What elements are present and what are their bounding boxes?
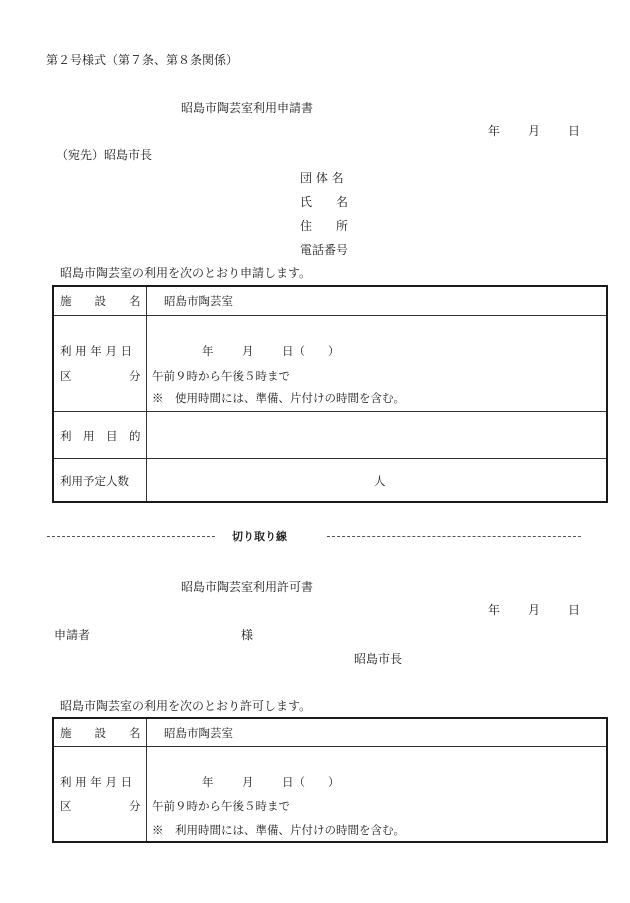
addressee: （宛先）昭島市長 — [56, 148, 153, 162]
use-date-label: 利 用 年 月 日 — [60, 344, 133, 358]
purpose-label: 利 用 目 的 — [60, 429, 141, 443]
permit-use-date-day: 日（ ） — [282, 775, 340, 789]
issuer: 昭島市長 — [354, 652, 403, 666]
permit-date-year: 年 — [488, 603, 501, 617]
cut-line-left — [47, 536, 215, 537]
permit-division-label: 区 分 — [60, 799, 141, 813]
permit-use-date-label: 利 用 年 月 日 — [60, 775, 133, 789]
application-table — [52, 285, 608, 503]
group-name-label: 団 体 名 — [300, 171, 344, 185]
application-date-month: 月 — [528, 124, 541, 138]
application-date-year: 年 — [488, 124, 501, 138]
permit-division-value: 午前９時から午後５時まで — [152, 799, 290, 813]
facility-value: 昭島市陶芸室 — [164, 294, 233, 308]
permit-title: 昭島市陶芸室利用許可書 — [181, 580, 314, 594]
use-date-month: 月 — [242, 344, 254, 358]
form-number: 第２号様式（第７条、第８条関係） — [46, 53, 239, 67]
permit-facility-value: 昭島市陶芸室 — [164, 726, 233, 740]
honorific: 様 — [241, 628, 254, 642]
permit-intro: 昭島市陶芸室の利用を次のとおり許可します。 — [60, 699, 312, 713]
cut-line-label: 切り取り線 — [232, 530, 287, 543]
expected-count-unit: 人 — [374, 474, 386, 488]
permit-time-note: ※ 利用時間には、準備、片付けの時間を含む。 — [152, 823, 405, 837]
permit-use-date-month: 月 — [242, 775, 254, 789]
permit-date-day: 日 — [568, 603, 581, 617]
permit-use-date-year: 年 — [202, 775, 214, 789]
address-label: 住 所 — [300, 219, 349, 233]
applicant-label: 申請者 — [54, 628, 91, 642]
use-date-year: 年 — [202, 344, 214, 358]
division-label: 区 分 — [60, 369, 141, 383]
use-date-day: 日（ ） — [282, 344, 340, 358]
permit-table — [52, 717, 608, 843]
phone-label: 電話番号 — [300, 243, 349, 257]
time-note: ※ 使用時間には、準備、片付けの時間を含む。 — [152, 391, 405, 405]
applicant-name-label: 氏 名 — [300, 195, 349, 209]
cut-line-right — [327, 536, 581, 537]
permit-date-month: 月 — [528, 603, 541, 617]
permit-facility-label: 施 設 名 — [60, 726, 141, 740]
application-intro: 昭島市陶芸室の利用を次のとおり申請します。 — [60, 266, 312, 280]
expected-count-label: 利用予定人数 — [60, 474, 129, 488]
application-date-day: 日 — [568, 124, 581, 138]
facility-label: 施 設 名 — [60, 294, 141, 308]
application-title: 昭島市陶芸室利用申請書 — [181, 101, 314, 115]
division-value: 午前９時から午後５時まで — [152, 369, 290, 383]
